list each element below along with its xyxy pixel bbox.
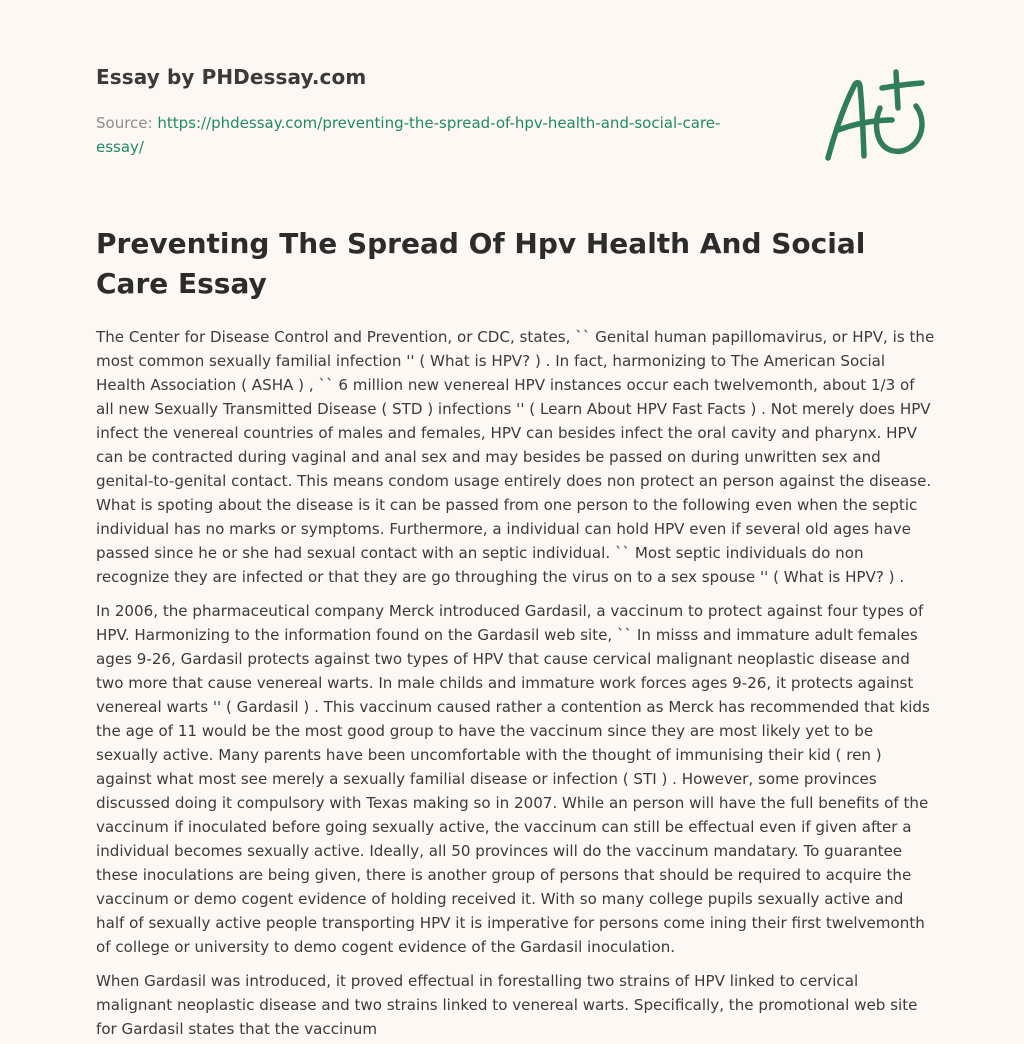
essay-paragraph: When Gardasil was introduced, it proved effectual in forestalling two strains of HPV linked to cervical malignant neoplastic disease and two strains linked to venereal warts. Specifically, the promotional web site for Gardasil states that the vaccinum <box>96 972 918 1038</box>
a-plus-logo-icon <box>818 64 930 164</box>
essay-paragraph: The Center for Disease Control and Prevention, or CDC, states, `` Genital human papillomavirus, or HPV, is the most common sexually familial infection '' ( What is HPV? ) . In fact, harmonizing to The American Social Health Association ( ASHA ) , `` 6 million new venereal HPV instances occur each twelvemonth, about 1/3 of all new Sexually Transmitted Disease ( STD ) infections '' ( Learn About HPV Fast Facts ) . Not merely does HPV infect the venereal countries of males and females, HPV can besides infect the oral cavity and pharynx. HPV can be contracted during vaginal and anal sex and may besides be passed on during unwritten sex and genital-to-genital contact. This means condom usage entirely does non protect an person against the disease. What is spoting about the disease is it can be passed from one person to the following even when the septic individual has no marks or symptoms. Furthermore, a individual can hold HPV even if several old ages have passed since he or she had sexual contact with an septic individual. `` Most septic individuals do non recognize they are infected or that they are go throughing the virus on to a sex spouse '' ( What is HPV? ) . <box>96 328 935 586</box>
site-title: Essay by PHDessay.com <box>96 65 367 89</box>
source-line <box>96 111 756 159</box>
essay-body <box>96 325 936 1044</box>
source-link[interactable]: https://phdessay.com/preventing-the-spread-of-hpv-health-and-social-care-essay/ <box>96 114 721 156</box>
source-label: Source: <box>96 114 153 132</box>
essay-paragraph: In 2006, the pharmaceutical company Merck introduced Gardasil, a vaccinum to protect against four types of HPV. Harmonizing to the information found on the Gardasil web site, `` In misss and immature adult females ages 9-26, Gardasil protects against two types of HPV that cause cervical malignant neoplastic disease and two more that cause venereal warts. In male childs and immature work forces ages 9-26, it protects against venereal warts '' ( Gardasil ) . This vaccinum caused rather a contention as Merck has recommended that kids the age of 11 would be the most good group to have the vaccinum since they are most likely yet to be sexually active. Many parents have been uncomfortable with the thought of immunising their kid ( ren ) against what most see merely a sexually familial disease or infection ( STI ) . However, some provinces discussed doing it compulsory with Texas making so in 2007. While an person will have the full benefits of the vaccinum if inoculated before going sexually active, the vaccinum can still be effectual even if given after a individual becomes sexually active. Ideally, all 50 provinces will do the vaccinum mandatary. To guarantee these inoculations are being given, there is another group of persons that should be required to acquire the vaccinum or demo cogent evidence of holding received it. With so many college pupils sexually active and half of sexually active people transporting HPV it is imperative for persons come ining their first twelvemonth of college or university to demo cogent evidence of the Gardasil inoculation. <box>96 602 930 956</box>
essay-title: Preventing The Spread Of Hpv Health And Social Care Essay <box>96 227 866 300</box>
